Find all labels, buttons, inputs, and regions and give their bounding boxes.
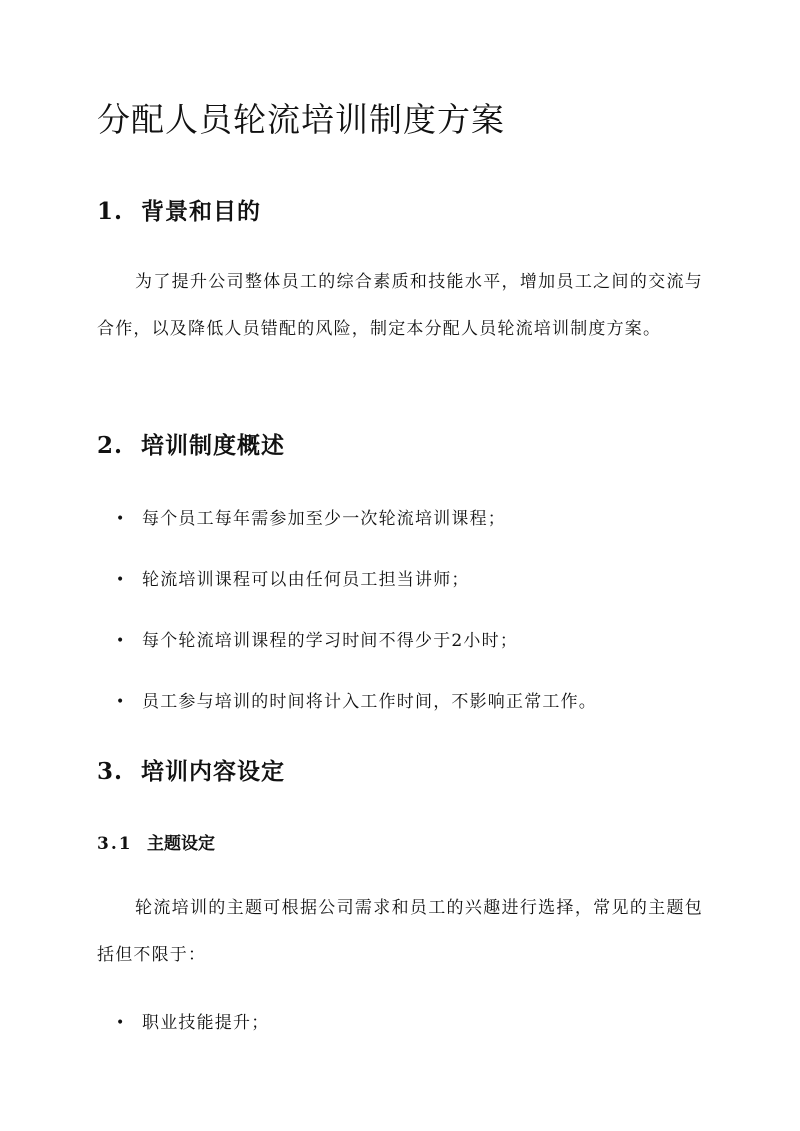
section-number: 1. [97,198,124,225]
list-item [116,627,518,655]
list-item-text: 每个轮流培训课程的学习时间不得少于2小时； [142,631,519,651]
document-title: 分配人员轮流培训制度方案 [97,100,505,139]
section-title: 培训制度概述 [141,432,285,459]
section-title: 培训内容设定 [141,758,285,785]
bullet-icon: • [116,572,126,588]
list-item [116,688,597,716]
section-title: 背景和目的 [141,198,261,225]
bullet-icon: • [116,694,126,710]
section-number: 3. [97,758,124,785]
section-heading-1 [97,195,261,229]
bullet-icon: • [116,511,126,527]
bullet-icon: • [116,1015,126,1031]
list-item-text: 每个员工每年需参加至少一次轮流培训课程； [142,509,506,529]
list-item [116,505,506,533]
subsection-heading-3-1 [97,830,215,858]
section-heading-3 [97,755,285,789]
section-number: 2. [97,432,124,459]
section-heading-2 [97,429,285,463]
subsection-number: 3.1 [97,834,133,854]
list-item-text: 轮流培训课程可以由任何员工担当讲师； [142,570,470,590]
list-item-text: 员工参与培训的时间将计入工作时间，不影响正常工作。 [142,692,597,712]
subsection-3-1-paragraph: 轮流培训的主题可根据公司需求和员工的兴趣进行选择，常见的主题包括但不限于： [97,898,703,965]
bullet-icon: • [116,633,126,649]
subsection-title: 主题设定 [147,834,215,854]
list-item [116,566,470,594]
section-1-paragraph: 为了提升公司整体员工的综合素质和技能水平，增加员工之间的交流与合作，以及降低人员错配的风险，制定本分配人员轮流培训制度方案。 [97,272,703,339]
list-item [116,1009,269,1037]
list-item-text: 职业技能提升； [142,1013,270,1033]
